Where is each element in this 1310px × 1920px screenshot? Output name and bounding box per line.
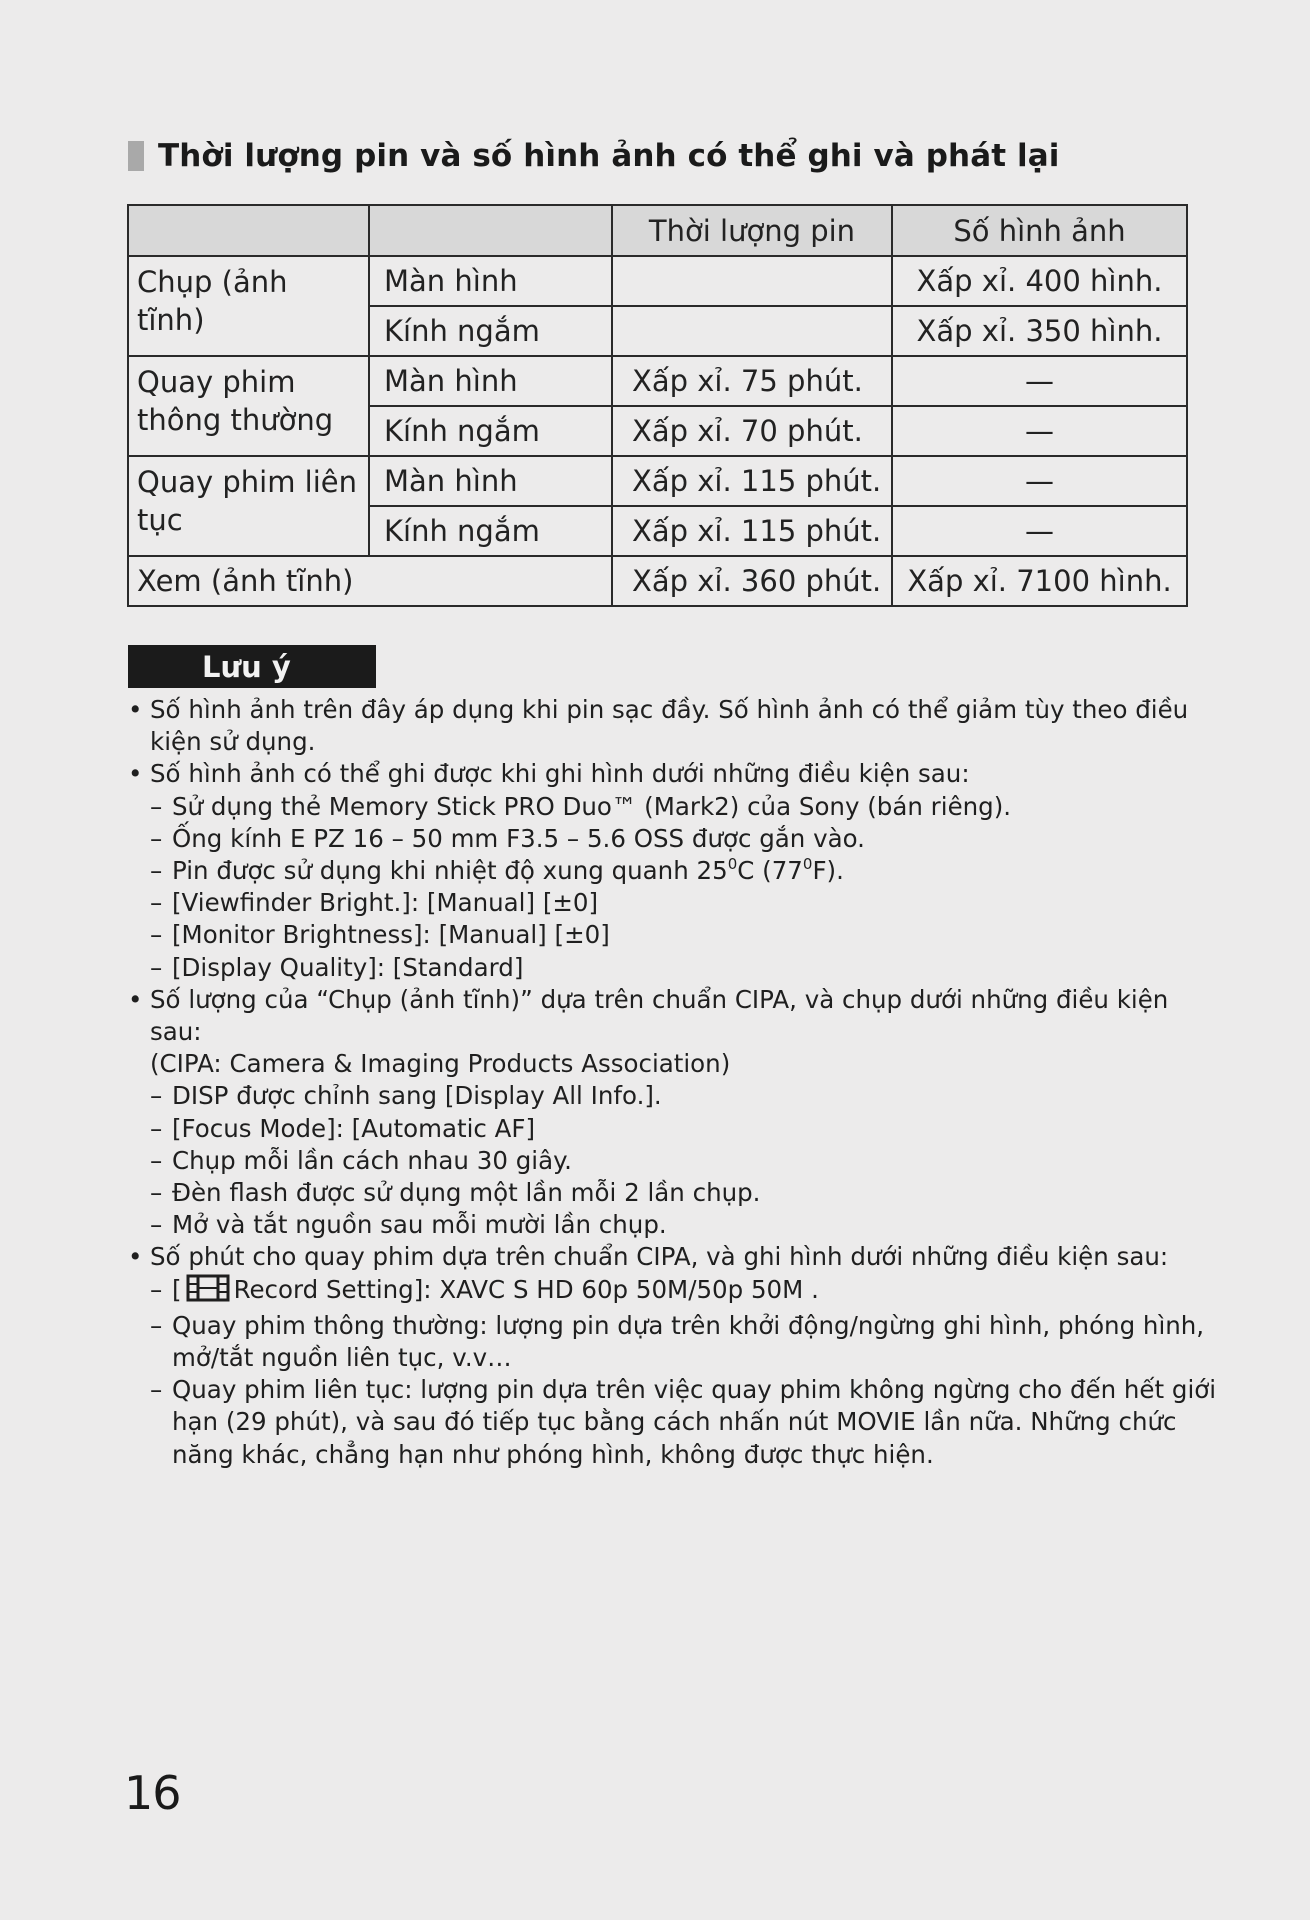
note-bullet-3: • Số lượng của “Chụp (ảnh tĩnh)” dựa trên chuẩn CIPA, và chụp dưới những điều kiện sau: bbox=[128, 984, 1218, 1048]
cell-count: Xấp xỉ. 7100 hình. bbox=[892, 556, 1187, 606]
cell-time: Xấp xỉ. 115 phút. bbox=[612, 456, 892, 506]
table-row bbox=[128, 456, 1187, 506]
note-bullet-4: • Số phút cho quay phim dựa trên chuẩn CIPA, và ghi hình dưới những điều kiện sau: bbox=[128, 1241, 1218, 1273]
cell-count: — bbox=[892, 406, 1187, 456]
title-marker bbox=[128, 141, 144, 171]
note-bullet-3-cipa: (CIPA: Camera & Imaging Products Association) bbox=[150, 1049, 731, 1079]
movie-film-icon bbox=[186, 1274, 230, 1310]
table-row bbox=[128, 356, 1187, 406]
list-item: – [Viewfinder Bright.]: [Manual] [±0] bbox=[150, 888, 599, 918]
cell-time: Xấp xỉ. 75 phút. bbox=[612, 356, 892, 406]
note-bullet-1: • Số hình ảnh trên đây áp dụng khi pin sạc đầy. Số hình ảnh có thể giảm tùy theo điều kiện sử dụng. bbox=[128, 694, 1218, 758]
cell-count: — bbox=[892, 506, 1187, 556]
mode-monitor: Màn hình bbox=[369, 356, 612, 406]
cell-time bbox=[612, 256, 892, 306]
note-bullet-2: • Số hình ảnh có thể ghi được khi ghi hình dưới những điều kiện sau: bbox=[128, 758, 1218, 790]
header-blank-2 bbox=[369, 205, 612, 256]
list-item: – Ống kính E PZ 16 – 50 mm F3.5 – 5.6 OSS được gắn vào. bbox=[150, 823, 865, 853]
list-item: – [Focus Mode]: [Automatic AF] bbox=[150, 1113, 536, 1143]
list-item: – Mở và tắt nguồn sau mỗi mười lần chụp. bbox=[150, 1210, 667, 1240]
row-group-movie-normal: Quay phim thông thường bbox=[128, 356, 369, 456]
battery-table bbox=[127, 204, 1188, 607]
list-item: – [Display Quality]: [Standard] bbox=[150, 952, 524, 982]
table-row bbox=[128, 256, 1187, 306]
row-group-view: Xem (ảnh tĩnh) bbox=[128, 556, 612, 606]
mode-finder: Kính ngắm bbox=[369, 506, 612, 556]
cell-time: Xấp xỉ. 360 phút. bbox=[612, 556, 892, 606]
list-item: – Đèn flash được sử dụng một lần mỗi 2 lần chụp. bbox=[150, 1178, 761, 1208]
section-title bbox=[128, 138, 1060, 174]
list-item: – Quay phim thông thường: lượng pin dựa trên khởi động/ngừng ghi hình, phóng hình, mở/tắt nguồn liên tục, v.v… bbox=[150, 1310, 1205, 1373]
cell-count: Xấp xỉ. 400 hình. bbox=[892, 256, 1187, 306]
cell-count: Xấp xỉ. 350 hình. bbox=[892, 306, 1187, 356]
note-label: Lưu ý bbox=[202, 649, 291, 684]
notes-list bbox=[128, 694, 1218, 1471]
row-group-movie-continuous: Quay phim liên tục bbox=[128, 456, 369, 556]
section-title-text: Thời lượng pin và số hình ảnh có thể ghi và phát lại bbox=[158, 138, 1060, 174]
row-group-still: Chụp (ảnh tĩnh) bbox=[128, 256, 369, 356]
header-battery-time: Thời lượng pin bbox=[612, 205, 892, 256]
note-badge bbox=[128, 645, 376, 688]
page-number: 16 bbox=[124, 1766, 181, 1820]
table-header-row bbox=[128, 205, 1187, 256]
mode-monitor: Màn hình bbox=[369, 456, 612, 506]
list-item: – [ Record Setting]: XAVC S HD 60p 50M/50p 50M . bbox=[128, 1274, 1218, 1310]
header-image-count: Số hình ảnh bbox=[892, 205, 1187, 256]
cell-time: Xấp xỉ. 70 phút. bbox=[612, 406, 892, 456]
mode-finder: Kính ngắm bbox=[369, 306, 612, 356]
list-item: – Quay phim liên tục: lượng pin dựa trên việc quay phim không ngừng cho đến hết giới hạn (29 phút), và sau đó tiếp tục bằng cách nhấn nút MOVIE lần nữa. Những chức năng khác, chẳng hạn như phóng hình, không được thực hiện. bbox=[150, 1375, 1217, 1469]
mode-monitor: Màn hình bbox=[369, 256, 612, 306]
header-blank-1 bbox=[128, 205, 369, 256]
list-item: – [Monitor Brightness]: [Manual] [±0] bbox=[150, 920, 610, 950]
cell-count: — bbox=[892, 456, 1187, 506]
table-row bbox=[128, 556, 1187, 606]
list-item: – DISP được chỉnh sang [Display All Info.]. bbox=[150, 1081, 662, 1111]
list-item: – Pin được sử dụng khi nhiệt độ xung quanh $25^0C$ $(77^0F)$. bbox=[150, 855, 844, 886]
list-item: – Chụp mỗi lần cách nhau 30 giây. bbox=[150, 1145, 572, 1175]
list-item: – Sử dụng thẻ Memory Stick PRO Duo™ (Mark2) của Sony (bán riêng). bbox=[150, 791, 1012, 821]
cell-time: Xấp xỉ. 115 phút. bbox=[612, 506, 892, 556]
cell-count: — bbox=[892, 356, 1187, 406]
mode-finder: Kính ngắm bbox=[369, 406, 612, 456]
cell-time bbox=[612, 306, 892, 356]
